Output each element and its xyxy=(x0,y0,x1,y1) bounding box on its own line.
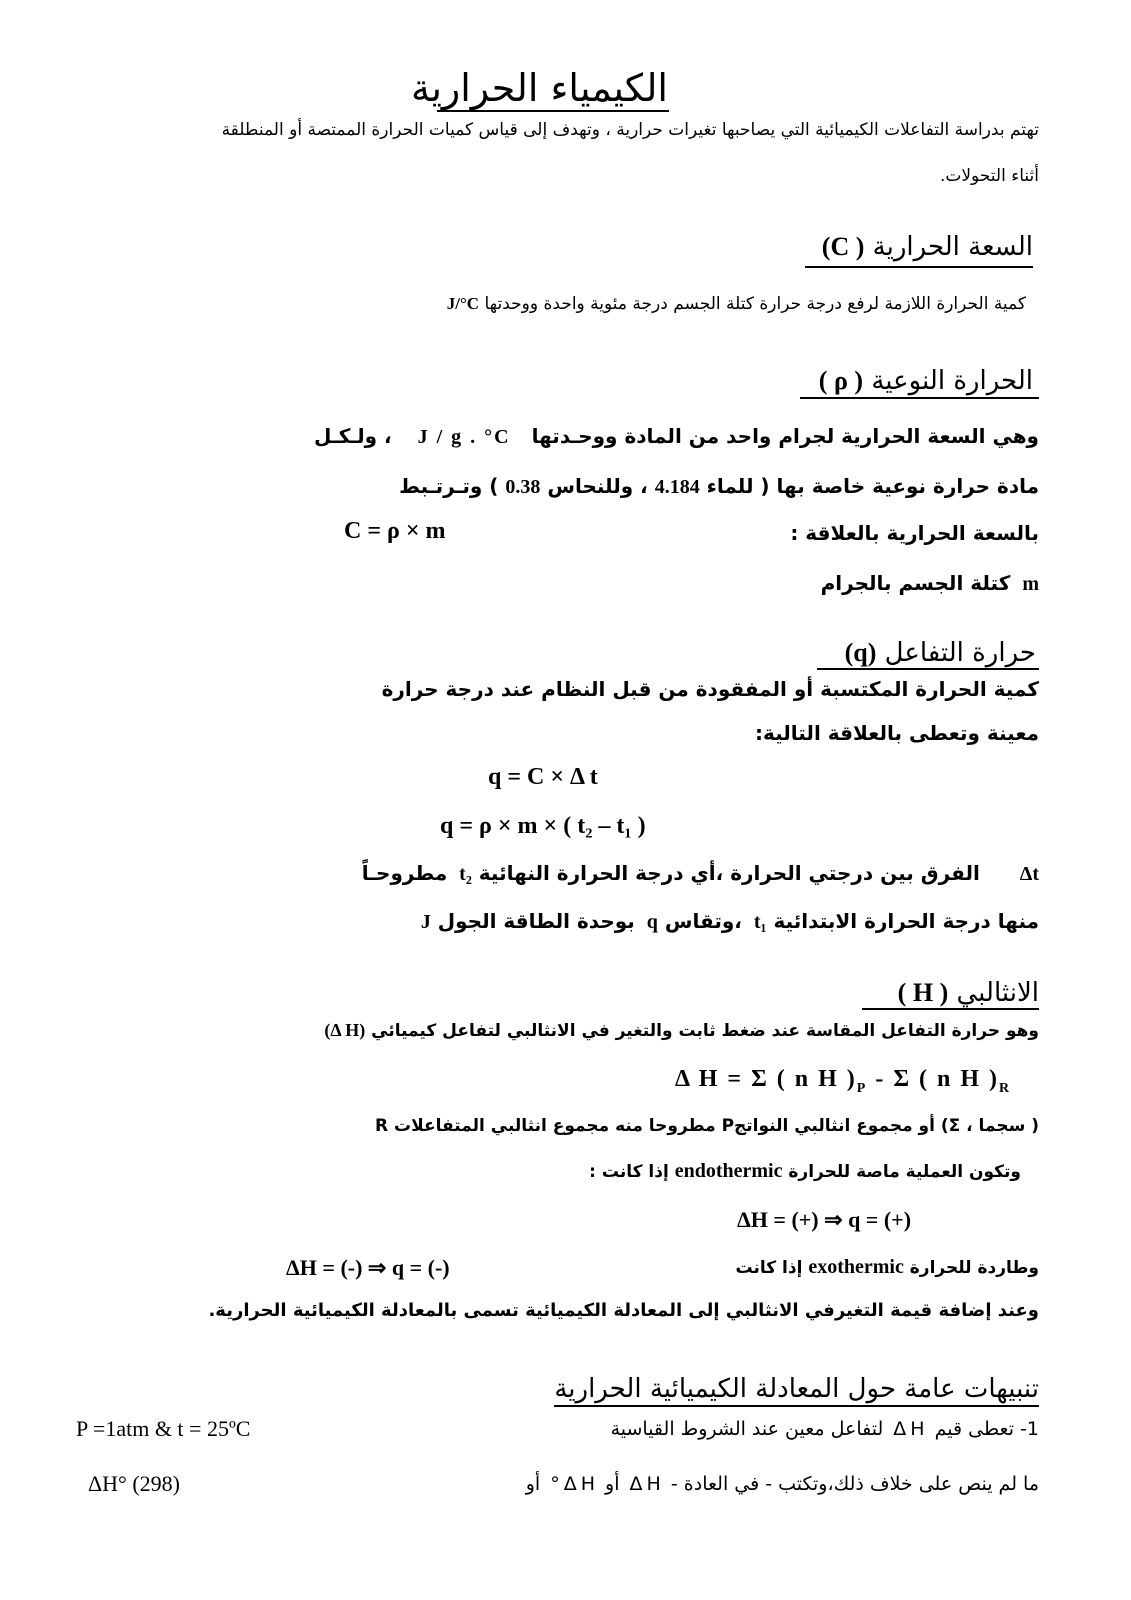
rh-l4-text: منها درجة الحرارة الابتدائية xyxy=(773,909,1039,933)
specific-heat-underline xyxy=(800,397,1039,399)
en-l1-sym: (Δ H) xyxy=(324,1020,366,1040)
enthalpy-underline xyxy=(862,1008,1039,1010)
rh-l4-t1: t₁ xyxy=(753,911,767,933)
en-l3-en: endothermic xyxy=(674,1160,783,1182)
rh-l4-mid: ،وتقاس xyxy=(664,909,742,933)
rh-l4-J: J xyxy=(420,911,431,933)
en-eq1-a: Δ H = Σ ( n H ) xyxy=(675,1066,857,1092)
specific-heat-symbol: ( ρ ) xyxy=(818,366,864,395)
reaction-heat-line-3 xyxy=(362,861,1039,886)
en-eq1-subR: R xyxy=(999,1080,1012,1096)
reaction-heat-title: حرارة التفاعل xyxy=(884,638,1036,668)
specific-heat-heading xyxy=(819,366,1033,396)
enthalpy-equation-1 xyxy=(675,1066,1011,1097)
enthalpy-equation-3: ΔH = (-) ⇒ q = (-) xyxy=(286,1255,450,1280)
rh-l3-text: الفرق بين درجتي الحرارة ،أي درجة الحرارة النهائية xyxy=(478,861,980,885)
enthalpy-line-5: وعند إضافة قيمة التغيرفي الانثالبي إلى المعادلة الكيميائية تسمى بالمعادلة الكيميائية الحرارية. xyxy=(208,1300,1039,1321)
sh-l1-unit: J / g . °C xyxy=(417,426,511,448)
enthalpy-title: الانثالبي xyxy=(956,978,1039,1008)
reaction-heat-underline xyxy=(817,668,1039,670)
specific-heat-line-4 xyxy=(821,571,1039,596)
enthalpy-line-4 xyxy=(735,1256,1039,1279)
sh-l2-mid: ، وللنحاس xyxy=(547,474,648,498)
specific-heat-line-1 xyxy=(314,424,1039,449)
reaction-heat-line-1: كمية الحرارة المكتسبة أو المفقودة من قبل النظام عند درجة حرارة xyxy=(381,677,1039,701)
specific-heat-line-3: بالسعة الحرارية بالعلاقة : xyxy=(790,521,1039,545)
sh-l2-text: مادة حرارة نوعية خاصة بها ( للماء xyxy=(706,474,1039,498)
heat-capacity-title: السعة الحرارية xyxy=(872,232,1033,262)
specific-heat-line-2 xyxy=(399,474,1039,499)
heat-capacity-definition xyxy=(447,294,1026,314)
reaction-heat-line-4 xyxy=(421,909,1039,934)
heat-capacity-def-text: كمية الحرارة اللازمة لرفع درجة حرارة كتلة الجسم درجة مئوية واحدة ووحدتها xyxy=(484,294,1026,314)
notes-underline xyxy=(554,1405,1039,1407)
sh-l2-copper: 0.38 xyxy=(505,476,541,498)
en-eq1-subP: P xyxy=(856,1080,868,1096)
notes-item-2: ما لم ينص على خلاف ذلك،وتكتب - في العادة - ΔH أو ΔH° أو xyxy=(525,1473,1039,1495)
specific-heat-equation: C = ρ × m xyxy=(344,518,446,544)
enthalpy-equation-2: ΔH = (+) ⇒ q = (+) xyxy=(737,1207,912,1232)
sh-l1-text: وهي السعة الحرارية لجرام واحد من المادة ووحـدتها xyxy=(531,424,1039,448)
en-eq1-b: - Σ ( n H ) xyxy=(867,1066,1000,1092)
title-underline xyxy=(437,110,669,112)
sh-l4-m: m xyxy=(1022,573,1039,595)
enthalpy-line-3 xyxy=(589,1160,1021,1183)
intro-line-1: تهتم بدراسة التفاعلات الكيميائية التي يصاحبها تغيرات حرارية ، وتهدف إلى قياس كميات الحرارة الممتصة أو المنطلقة xyxy=(221,120,1039,140)
reaction-heat-symbol: (q) xyxy=(844,638,877,667)
en-l4-text: وطاردة للحرارة xyxy=(909,1258,1039,1278)
enthalpy-line-2: ( سجما ، Σ) أو مجموع انثالبي النواتجP مطروحا منه مجموع انثالبي المتفاعلات R xyxy=(375,1116,1039,1136)
enthalpy-heading xyxy=(898,978,1039,1008)
en-l3-end: إذا كانت : xyxy=(589,1162,669,1182)
notes-item-1-conditions: P =1atm & t = 25ºC xyxy=(76,1416,251,1441)
rh-l4-q: q xyxy=(646,911,658,933)
notes-item-1: 1- تعطى قيم ΔH لتفاعل معين عند الشروط القياسية xyxy=(610,1418,1039,1440)
sh-l2-end: ) وتـرتـبط xyxy=(399,474,499,498)
heat-capacity-underline xyxy=(805,266,1033,268)
notes-item-2-symbol: ΔH° (298) xyxy=(88,1471,180,1496)
reaction-heat-line-2: معينة وتعطى بالعلاقة التالية: xyxy=(754,721,1039,745)
page-title: الكيمياء الحرارية xyxy=(410,66,668,110)
en-l4-end: إذا كانت xyxy=(735,1258,803,1278)
en-l3-text: وتكون العملية ماصة للحرارة xyxy=(788,1162,1021,1182)
specific-heat-title: الحرارة النوعية xyxy=(871,366,1033,396)
notes-heading: تنبيهات عامة حول المعادلة الكيميائية الحرارية xyxy=(554,1374,1039,1404)
en-l4-en: exothermic xyxy=(808,1256,904,1278)
rh-l4-end: بوحدة الطاقة الجول xyxy=(437,909,635,933)
reaction-heat-equation-1: q = C × Δ t xyxy=(488,764,598,790)
en-l1-text: وهو حرارة التفاعل المقاسة عند ضغط ثابت والتغير في الانثالبي لتفاعل كيميائي xyxy=(371,1021,1039,1041)
enthalpy-symbol: ( H ) xyxy=(897,978,949,1007)
sh-l2-water: 4.184 xyxy=(654,476,700,498)
heat-capacity-heading xyxy=(822,232,1033,262)
rh-l3-dt: Δt xyxy=(1019,863,1039,885)
heat-capacity-unit: J/°C xyxy=(446,294,480,313)
sh-l4-text: كتلة الجسم بالجرام xyxy=(820,571,1011,595)
sh-l1-end: ، ولـكـل xyxy=(314,424,392,448)
rh-l3-t2: t₂ xyxy=(459,863,472,885)
heat-capacity-symbol: ( C) xyxy=(821,232,865,261)
rh-l3-end: مطروحـاً xyxy=(361,861,448,885)
intro-line-2: أثناء التحولات. xyxy=(939,166,1039,186)
reaction-heat-heading xyxy=(845,638,1036,668)
reaction-heat-equation-2: q = ρ × m × ( t₂ – t₁ ) xyxy=(440,813,646,839)
enthalpy-line-1 xyxy=(324,1020,1039,1041)
